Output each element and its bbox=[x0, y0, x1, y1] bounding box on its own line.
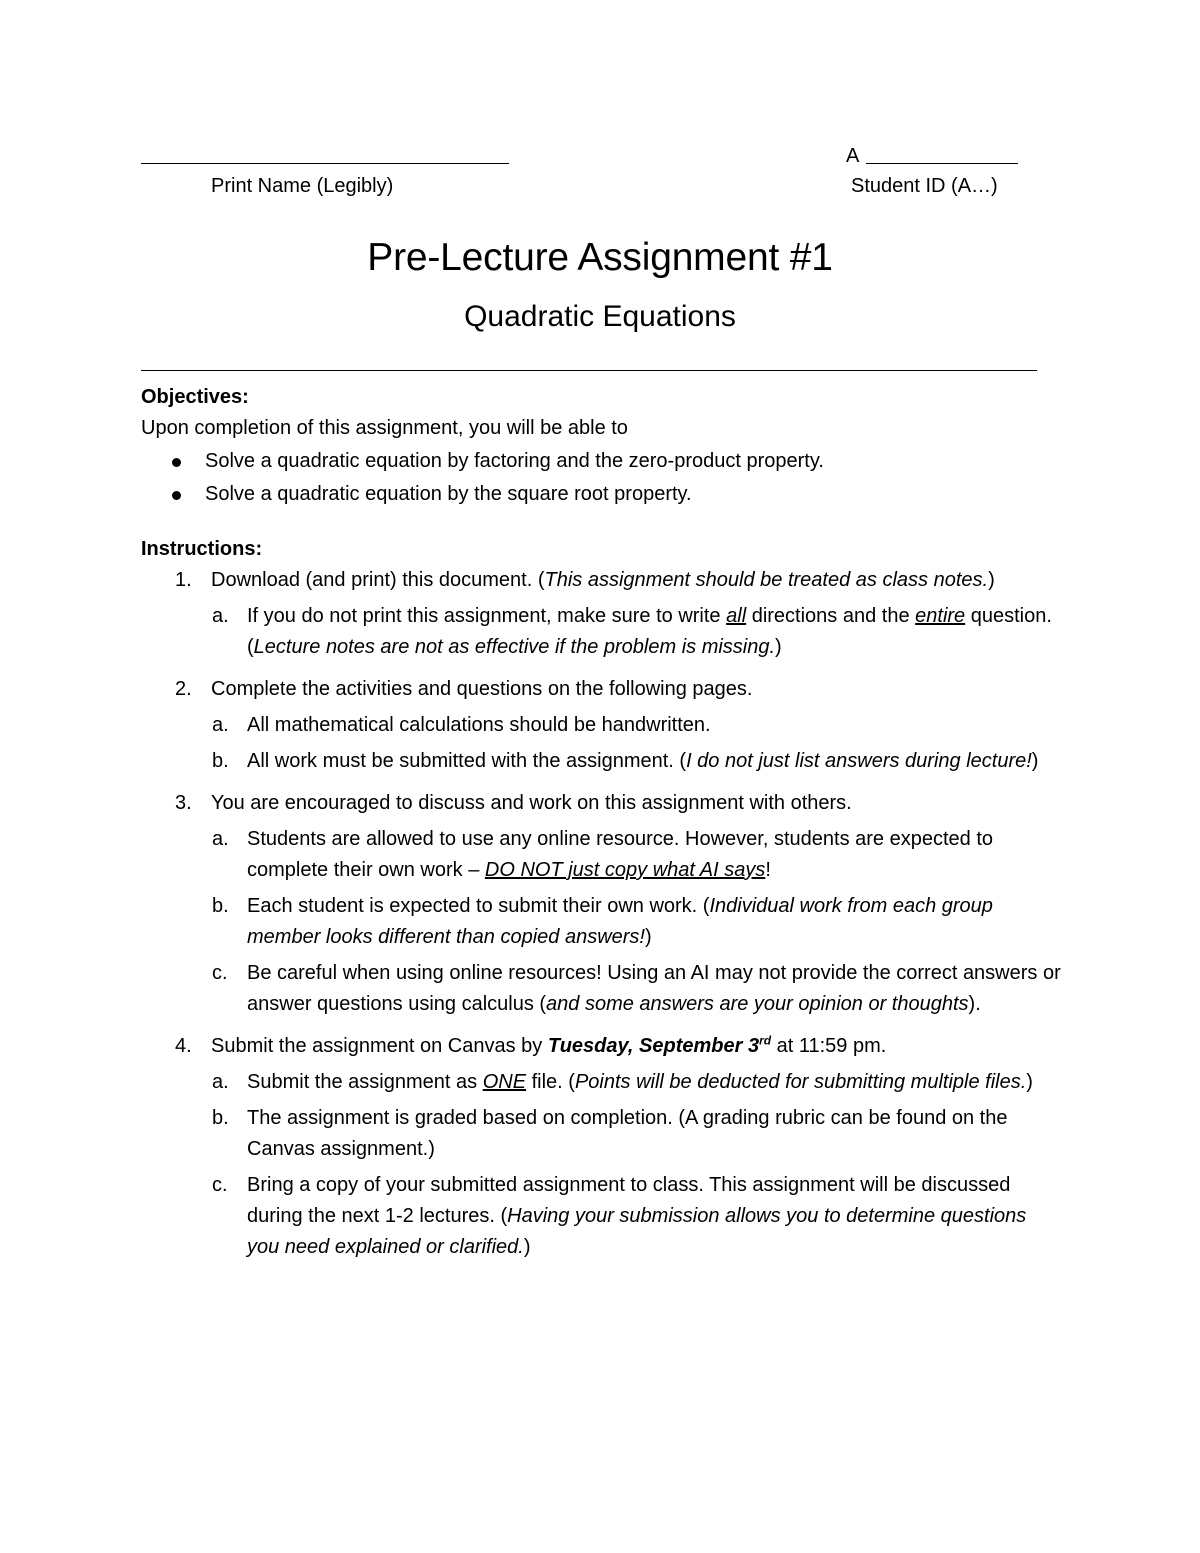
page-title: Pre-Lecture Assignment #1 bbox=[367, 236, 833, 279]
instruction-subitem: a. Students are allowed to use any online resource. However, students are expected to complete their own work – DO NOT just copy what AI says! bbox=[212, 828, 994, 881]
student-id-label: Student ID (A…) bbox=[851, 175, 998, 197]
instruction-subitem: a. If you do not print this assignment, make sure to write all directions and the entire question. (Lecture notes are not as effective if the problem is missing.) bbox=[212, 605, 1052, 658]
instruction-subitem: b. The assignment is graded based on completion. (A grading rubric can be found on the Canvas assignment.) bbox=[212, 1107, 1008, 1160]
bullet-icon bbox=[172, 458, 181, 467]
instruction-item: 1. Download (and print) this document. (This assignment should be treated as class notes.) bbox=[175, 569, 995, 591]
instruction-subitem: a. All mathematical calculations should be handwritten. bbox=[212, 714, 711, 736]
objectives-list bbox=[141, 446, 1061, 510]
instruction-subitem: a. Submit the assignment as ONE file. (Points will be deducted for submitting multiple files.) bbox=[212, 1071, 1033, 1093]
name-label: Print Name (Legibly) bbox=[211, 175, 394, 197]
name-line[interactable] bbox=[141, 163, 509, 164]
instruction-subitem: b. All work must be submitted with the assignment. (I do not just list answers during lecture!) bbox=[212, 750, 1039, 772]
objective-item: Solve a quadratic equation by the square root property. bbox=[141, 479, 1061, 510]
objectives-heading: Objectives: bbox=[141, 386, 249, 408]
instruction-subitem: c. Be careful when using online resources! Using an AI may not provide the correct answers or answer questions using calculus (and some answers are your opinion or thoughts). bbox=[212, 962, 1061, 1015]
instruction-item: 4. Submit the assignment on Canvas by Tuesday, September 3rd at 11:59 pm. bbox=[175, 1033, 887, 1057]
instruction-item: 3. You are encouraged to discuss and work on this assignment with others. bbox=[175, 792, 852, 814]
document-body bbox=[141, 382, 1061, 1268]
instruction-subitem: b. Each student is expected to submit their own work. (Individual work from each group member looks different than copied answers!) bbox=[212, 895, 993, 948]
bullet-icon bbox=[172, 491, 181, 500]
instruction-subitem: c. Bring a copy of your submitted assignment to class. This assignment will be discussed during the next 1-2 lectures. (Having your submission allows you to determine questions you need explained or clarified.) bbox=[212, 1174, 1027, 1258]
objective-item: Solve a quadratic equation by factoring and the zero-product property. bbox=[141, 446, 1061, 477]
objectives-intro: Upon completion of this assignment, you will be able to bbox=[141, 417, 628, 439]
instruction-item: 2. Complete the activities and questions on the following pages. bbox=[175, 678, 753, 700]
student-id-line[interactable] bbox=[866, 163, 1018, 164]
student-id-prefix: A bbox=[846, 145, 860, 167]
page-subtitle: Quadratic Equations bbox=[464, 300, 736, 333]
instructions-heading: Instructions: bbox=[141, 538, 263, 560]
title-divider bbox=[141, 370, 1037, 371]
